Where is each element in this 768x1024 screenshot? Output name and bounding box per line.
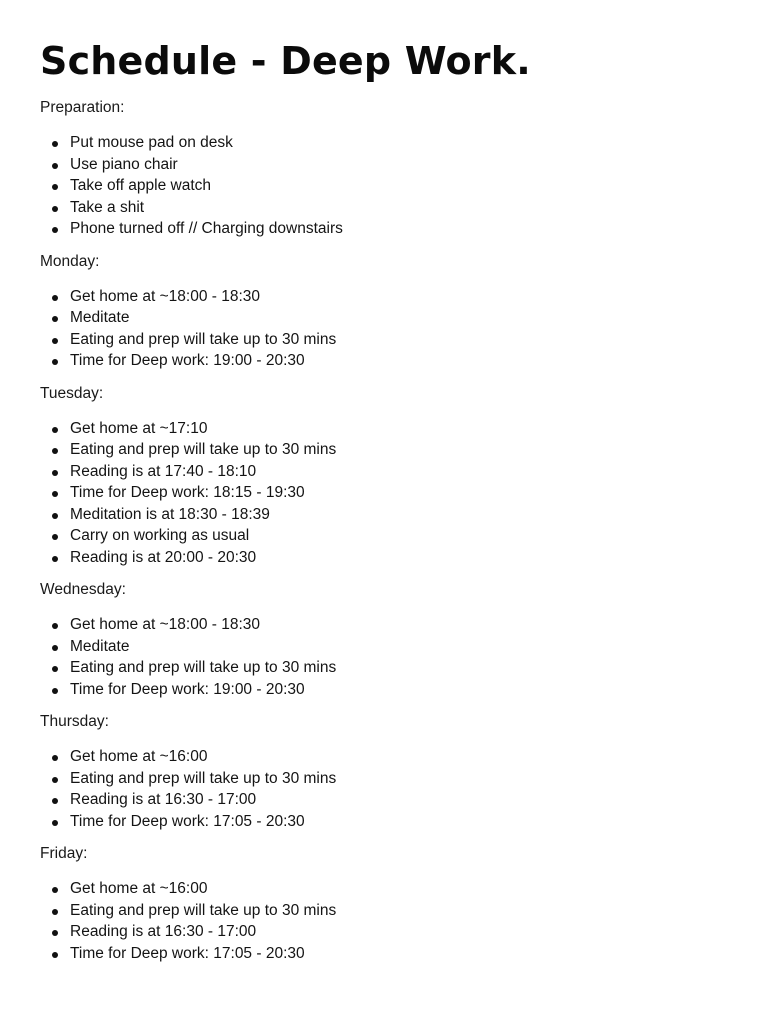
list-item-text: Reading is at 16:30 - 17:00	[70, 923, 257, 940]
bullet-icon	[52, 887, 58, 893]
list-item	[40, 418, 730, 440]
section-label: Preparation:	[40, 99, 125, 116]
bullet-icon	[52, 820, 58, 826]
bullet-icon	[52, 427, 58, 433]
bullet-icon	[52, 755, 58, 761]
list-item	[40, 525, 730, 547]
list-item	[40, 197, 730, 219]
bullet-icon	[52, 448, 58, 454]
list-item-text: Put mouse pad on desk	[70, 134, 233, 151]
list-item-text: Get home at ~18:00 - 18:30	[70, 616, 261, 633]
section-preparation	[40, 98, 730, 240]
list-item	[40, 307, 730, 329]
list-item	[40, 636, 730, 658]
list-item	[40, 461, 730, 483]
list-item	[40, 175, 730, 197]
section-tuesday	[40, 384, 730, 569]
list-item	[40, 679, 730, 701]
bullet-icon	[52, 556, 58, 562]
bullet-icon	[52, 688, 58, 694]
bullet-icon	[52, 777, 58, 783]
section-friday	[40, 844, 730, 964]
page-title: Schedule - Deep Work.	[40, 39, 531, 83]
bullet-icon	[52, 227, 58, 233]
bullet-icon	[52, 141, 58, 147]
list-item-text: Time for Deep work: 19:00 - 20:30	[70, 352, 305, 369]
list-item	[40, 943, 730, 965]
list-item-text: Meditate	[70, 637, 130, 655]
list-item	[40, 657, 730, 679]
bullet-icon	[52, 470, 58, 476]
schedule-sections	[40, 98, 730, 964]
bullet-icon	[52, 491, 58, 497]
document	[40, 36, 730, 976]
list-item-text: Eating and prep will take up to 30 mins	[70, 901, 337, 919]
list-item-text: Get home at ~16:00	[70, 880, 208, 897]
bullet-list	[40, 878, 730, 964]
section-wednesday	[40, 580, 730, 700]
list-item-text: Eating and prep will take up to 30 mins	[70, 330, 337, 348]
list-item	[40, 504, 730, 526]
section-monday	[40, 252, 730, 372]
list-item	[40, 439, 730, 461]
list-item-text: Use piano chair	[70, 155, 178, 173]
list-item-text: Get home at ~17:10	[70, 419, 208, 437]
bullet-icon	[52, 163, 58, 169]
section-label: Thursday:	[40, 713, 109, 730]
list-item	[40, 132, 730, 154]
list-item	[40, 329, 730, 351]
bullet-icon	[52, 798, 58, 804]
bullet-list	[40, 132, 730, 240]
list-item	[40, 768, 730, 790]
bullet-icon	[52, 513, 58, 519]
list-item	[40, 286, 730, 308]
list-item-text: Get home at ~18:00 - 18:30	[70, 287, 261, 305]
list-item-text: Reading is at 20:00 - 20:30	[70, 548, 257, 566]
bullet-icon	[52, 909, 58, 915]
bullet-icon	[52, 952, 58, 958]
list-item-text: Time for Deep work: 18:15 - 19:30	[70, 484, 305, 501]
bullet-list	[40, 418, 730, 569]
section-label: Monday:	[40, 252, 100, 270]
list-item-text: Get home at ~16:00	[70, 748, 208, 765]
bullet-icon	[52, 623, 58, 629]
list-item-text: Meditate	[70, 309, 130, 326]
list-item-text: Eating and prep will take up to 30 mins	[70, 441, 337, 458]
bullet-icon	[52, 645, 58, 651]
section-label: Wednesday:	[40, 581, 126, 598]
bullet-icon	[52, 295, 58, 301]
list-item	[40, 614, 730, 636]
list-item	[40, 746, 730, 768]
bullet-icon	[52, 930, 58, 936]
list-item-text: Reading is at 17:40 - 18:10	[70, 462, 257, 480]
list-item-text: Eating and prep will take up to 30 mins	[70, 769, 337, 787]
list-item	[40, 482, 730, 504]
bullet-list	[40, 746, 730, 832]
bullet-list	[40, 286, 730, 372]
bullet-list	[40, 614, 730, 700]
list-item	[40, 921, 730, 943]
list-item-text: Time for Deep work: 17:05 - 20:30	[70, 944, 305, 962]
bullet-icon	[52, 666, 58, 672]
list-item-text: Reading is at 16:30 - 17:00	[70, 791, 257, 808]
bullet-icon	[52, 534, 58, 540]
section-label: Tuesday:	[40, 384, 104, 402]
list-item-text: Phone turned off // Charging downstairs	[70, 220, 343, 237]
list-item	[40, 878, 730, 900]
bullet-icon	[52, 316, 58, 322]
bullet-icon	[52, 359, 58, 365]
list-item-text: Eating and prep will take up to 30 mins	[70, 659, 337, 676]
list-item-text: Carry on working as usual	[70, 527, 250, 544]
section-label: Friday:	[40, 845, 88, 862]
list-item	[40, 350, 730, 372]
bullet-icon	[52, 184, 58, 190]
list-item-text: Time for Deep work: 17:05 - 20:30	[70, 812, 305, 830]
bullet-icon	[52, 338, 58, 344]
bullet-icon	[52, 206, 58, 212]
list-item-text: Take a shit	[70, 198, 145, 216]
list-item	[40, 218, 730, 240]
list-item-text: Time for Deep work: 19:00 - 20:30	[70, 680, 305, 698]
list-item	[40, 154, 730, 176]
list-item-text: Take off apple watch	[70, 177, 212, 194]
list-item-text: Meditation is at 18:30 - 18:39	[70, 505, 270, 523]
list-item	[40, 547, 730, 569]
list-item	[40, 789, 730, 811]
list-item	[40, 811, 730, 833]
section-thursday	[40, 712, 730, 832]
list-item	[40, 900, 730, 922]
